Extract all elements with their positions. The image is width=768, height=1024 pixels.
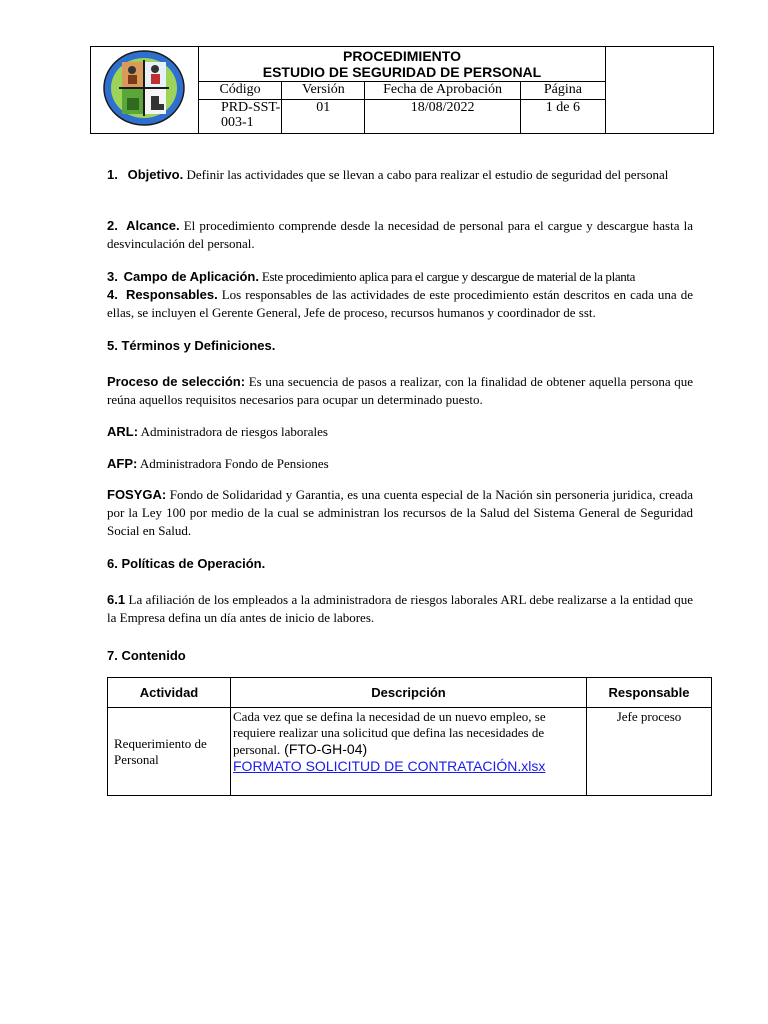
- page-label: Página: [520, 82, 605, 100]
- section-number: 4.: [107, 287, 118, 302]
- column-header-actividad: Actividad: [108, 678, 231, 708]
- definition-arl: [107, 423, 693, 441]
- title-line-1: PROCEDIMIENTO: [342, 48, 461, 64]
- form-code: (FTO-GH-04): [280, 741, 368, 757]
- content-table: [107, 677, 712, 796]
- page-value: 1 de 6: [520, 100, 605, 134]
- section-number: 3.: [107, 269, 118, 284]
- definition-term: FOSYGA:: [107, 487, 167, 502]
- code-label: Código: [198, 82, 281, 100]
- document-header: [90, 46, 714, 134]
- section-label: Alcance.: [126, 218, 180, 233]
- section-politicas-heading: 6. Políticas de Operación.: [107, 556, 266, 571]
- cell-responsable: Jefe proceso: [587, 708, 712, 796]
- code-value-line-1: PRD-SST-: [220, 100, 281, 115]
- definition-term: Proceso de selección:: [107, 374, 246, 389]
- table-row: [108, 708, 712, 796]
- section-text: El procedimiento comprende desde la necesidad de personal para el cargue y descargue hasta la desvinculación del personal.: [107, 218, 693, 251]
- code-value-line-2: 003-1: [220, 115, 254, 130]
- section-campo: [107, 268, 693, 286]
- definition-term: ARL:: [107, 424, 139, 439]
- politica-number: 6.1: [107, 592, 126, 607]
- approval-date-value: 18/08/2022: [365, 100, 520, 134]
- approval-date-label: Fecha de Aprobación: [365, 82, 520, 100]
- section-number: 1.: [107, 167, 118, 182]
- politica-text: La afiliación de los empleados a la administradora de riesgos laborales ARL debe realizarse a la entidad que la Empresa defina un día antes de inicio de labores.: [107, 592, 693, 625]
- definition-fosyga: [107, 486, 693, 540]
- cell-actividad: Requerimiento de Personal: [108, 708, 231, 796]
- content-table-header-row: [108, 678, 712, 708]
- section-contenido-heading: 7. Contenido: [107, 648, 186, 663]
- document-title: [198, 47, 605, 82]
- definition-text: Fondo de Solidaridad y Garantia, es una cuenta especial de la Nación sin personeria juridica, creada por la Ley 100 por medio de la cual se administran los recursos de la Salud del Sistema General de Seguridad Social en Salud.: [107, 487, 693, 538]
- title-line-2: ESTUDIO DE SEGURIDAD DE PERSONAL: [262, 64, 542, 80]
- definition-afp: [107, 455, 693, 473]
- version-value: 01: [282, 100, 365, 134]
- form-link[interactable]: FORMATO SOLICITUD DE CONTRATACIÓN.xlsx: [233, 758, 546, 774]
- version-label: Versión: [282, 82, 365, 100]
- descripcion-text: Cada vez que se defina la necesidad de un nuevo empleo, se requiere realizar una solicitud que defina las necesidades de personal.: [233, 709, 546, 757]
- company-logo: [101, 48, 187, 128]
- section-number: 2.: [107, 218, 118, 233]
- section-text: Definir las actividades que se llevan a cabo para realizar el estudio de seguridad del personal: [183, 167, 669, 182]
- section-objetivo: [107, 166, 693, 184]
- header-blank-cell: [606, 47, 714, 134]
- section-responsables: [107, 286, 693, 322]
- logo-cell: [91, 47, 199, 134]
- section-label: Responsables.: [125, 287, 218, 302]
- politica-6-1: [107, 591, 693, 627]
- section-alcance: [107, 217, 693, 253]
- code-value: [198, 100, 281, 134]
- column-header-responsable: Responsable: [587, 678, 712, 708]
- definition-term: AFP:: [107, 456, 138, 471]
- definition-text: Administradora de riesgos laborales: [138, 424, 328, 439]
- column-header-descripcion: Descripción: [231, 678, 587, 708]
- section-text: Este procedimiento aplica para el cargue y descargue de material de la planta: [258, 269, 636, 284]
- cell-descripcion: [231, 708, 587, 796]
- section-label: Objetivo.: [127, 167, 184, 182]
- section-label: Campo de Aplicación.: [123, 269, 259, 284]
- section-text: Los responsables de las actividades de este procedimiento están descritos en cada una de ellas, se incluyen el Gerente General, Jefe de proceso, recursos humanos y coordinador de sst.: [107, 287, 694, 320]
- definition-proceso-seleccion: [107, 373, 693, 409]
- definition-text: Administradora Fondo de Pensiones: [137, 456, 329, 471]
- definition-text: Es una secuencia de pasos a realizar, con la finalidad de obtener aquella persona que reúna aquellos requisitos necesarios para ocupar un determinado puesto.: [107, 374, 694, 407]
- section-terminos-heading: 5. Términos y Definiciones.: [107, 338, 276, 353]
